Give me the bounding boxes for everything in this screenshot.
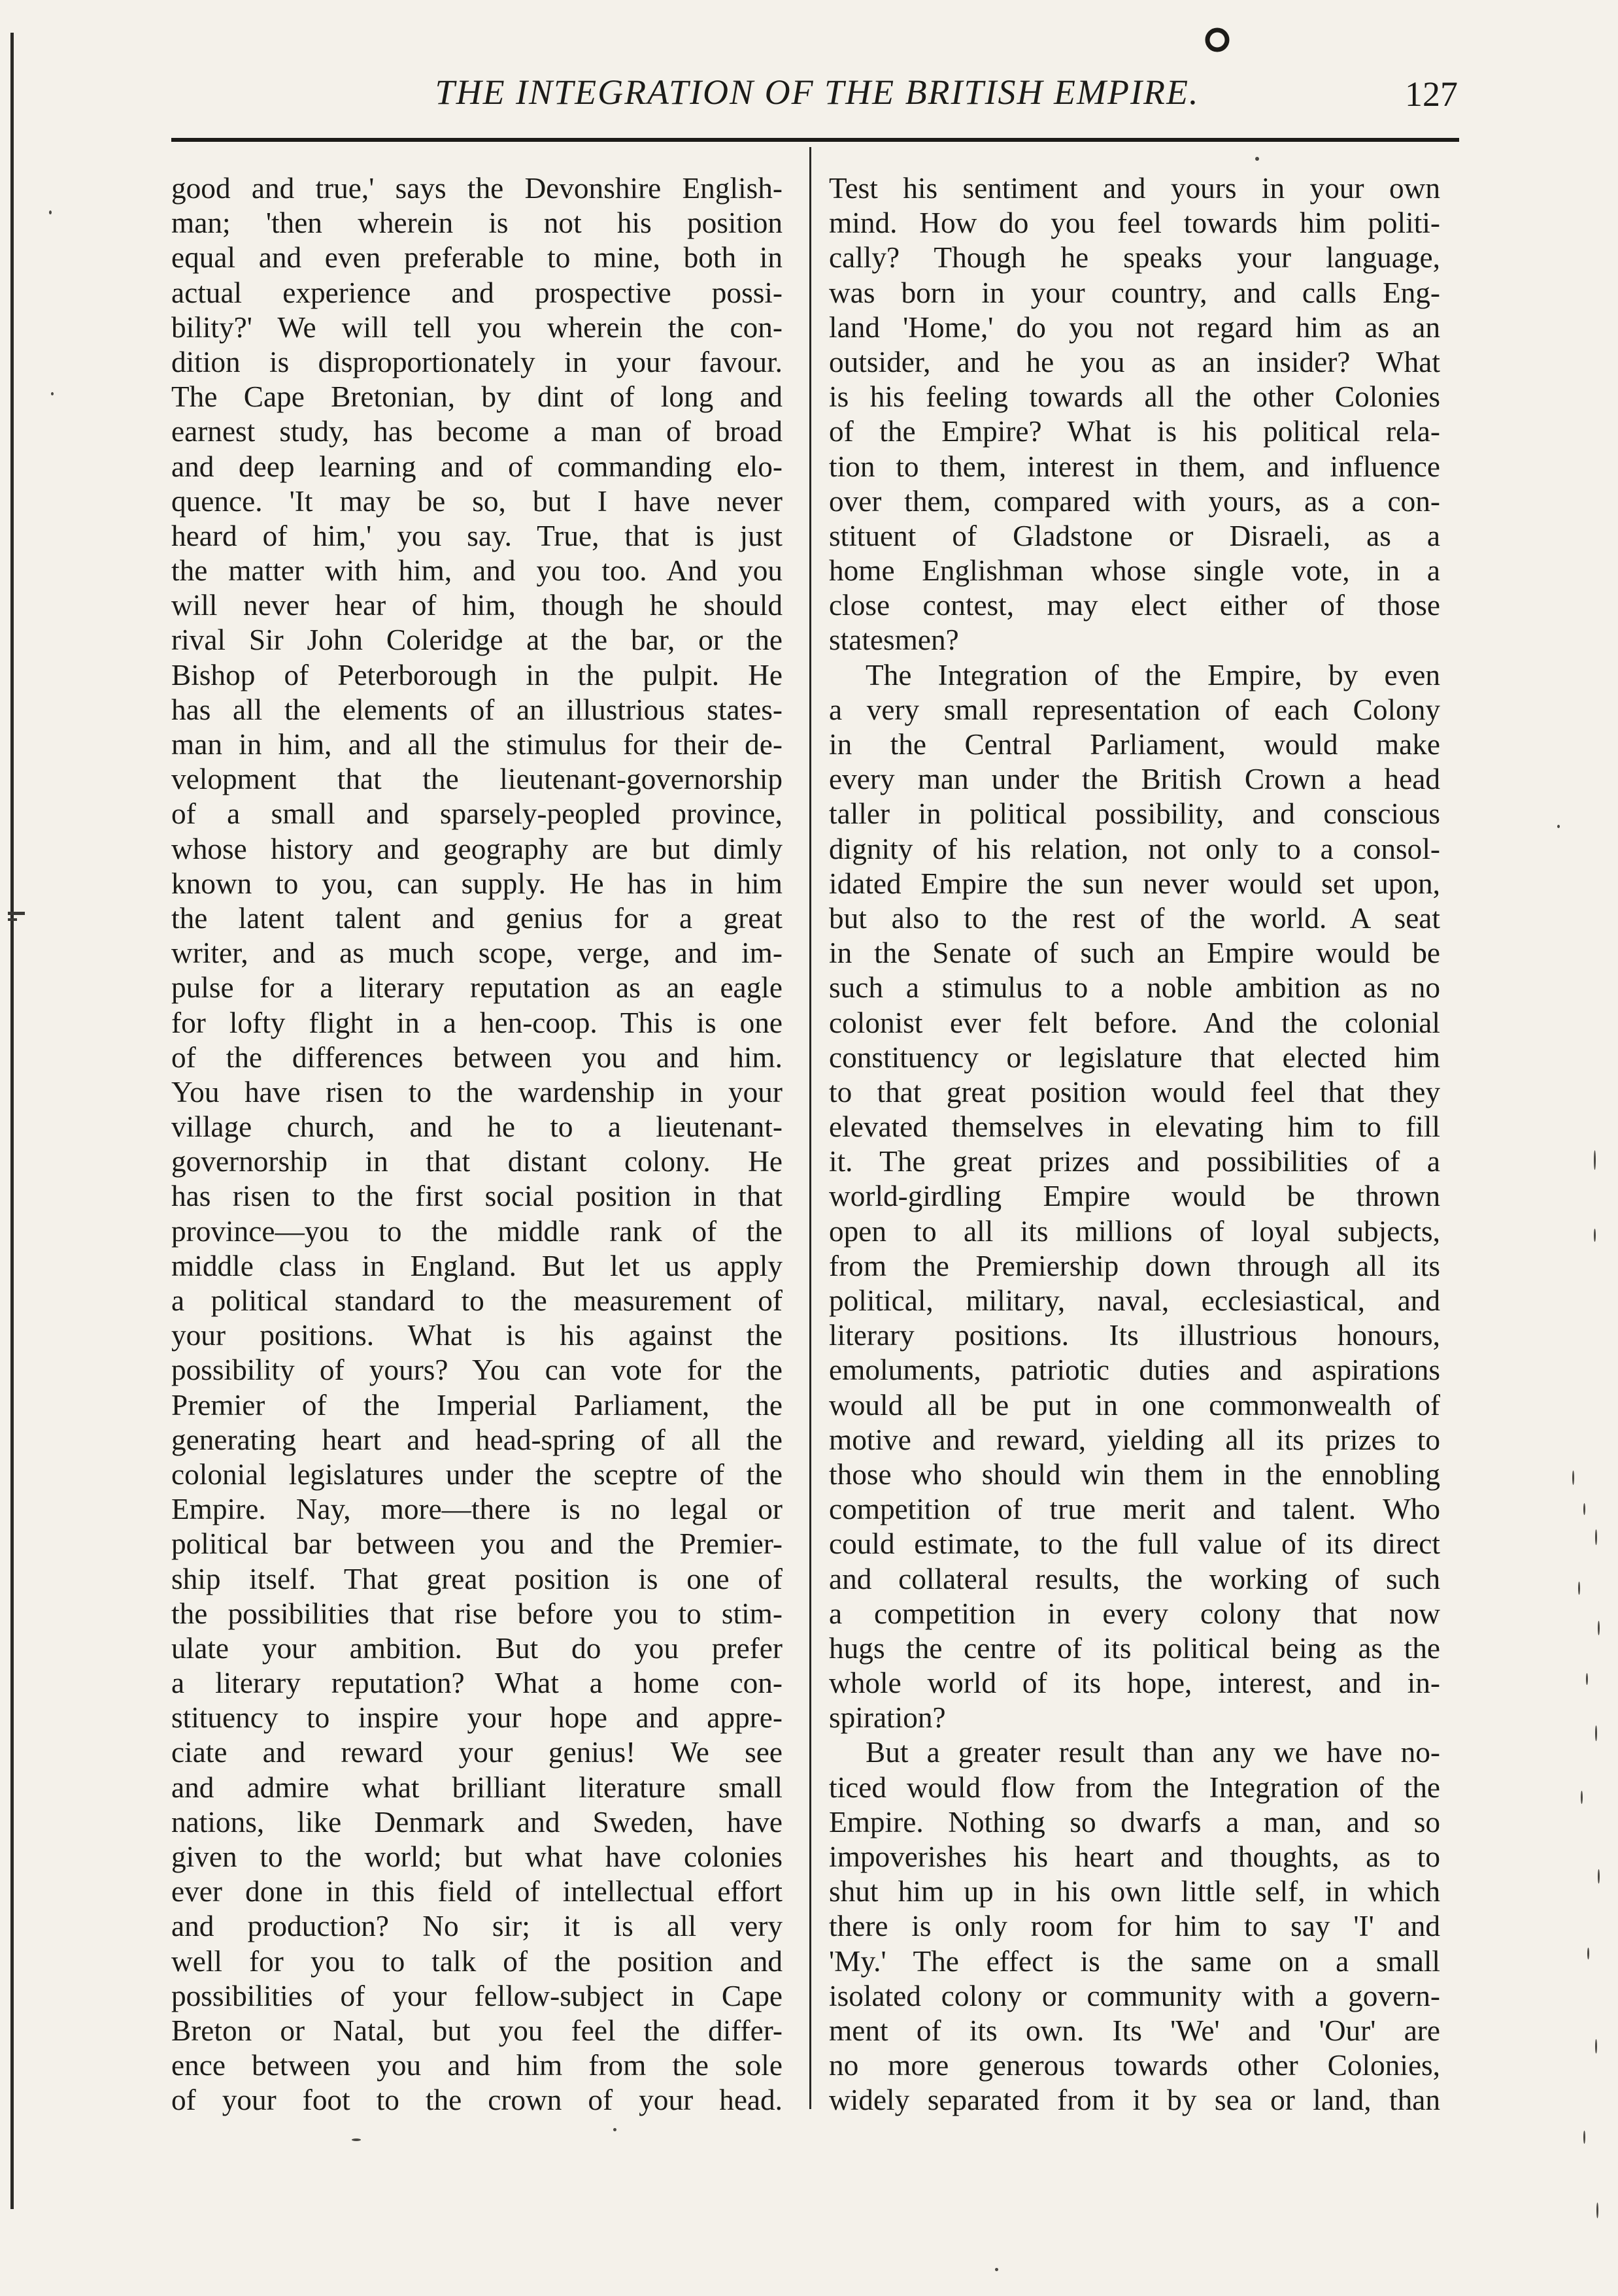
text-line: village church, and he to a lieutenant-	[171, 1110, 783, 1144]
text-line: The Cape Bretonian, by dint of long and	[171, 380, 783, 414]
text-line: open to all its millions of loyal subjects,	[829, 1214, 1440, 1248]
text-line: those who should win them in the ennobling	[829, 1457, 1440, 1491]
binding-mark	[8, 912, 25, 915]
scan-speck	[1596, 2203, 1598, 2218]
text-line: of the differences between you and him.	[171, 1040, 783, 1074]
text-line: earnest study, has become a man of broad	[171, 415, 783, 448]
text-line: whose history and geography are but dimly	[171, 832, 783, 865]
text-line: from the Premiership down through all its	[829, 1249, 1440, 1282]
text-line: and admire what brilliant literature small	[171, 1771, 783, 1804]
text-line: dition is disproportionately in your favour.	[171, 345, 783, 378]
scan-speck	[1587, 1948, 1589, 1959]
scan-speck	[1586, 1673, 1588, 1685]
text-line: province—you to the middle rank of the	[171, 1214, 783, 1248]
scan-speck	[1598, 1869, 1600, 1884]
scan-speck	[1572, 1471, 1574, 1485]
text-line: well for you to talk of the position and	[171, 1944, 783, 1978]
text-line: will never hear of him, though he should	[171, 589, 783, 622]
column-divider	[809, 147, 811, 2109]
text-line: hugs the centre of its political being as the	[829, 1631, 1440, 1665]
text-line: in the Senate of such an Empire would be	[829, 937, 1440, 970]
text-line: possibilities of your fellow-subject in Cape	[171, 1979, 783, 2012]
text-line: land 'Home,' do you not regard him as an	[829, 310, 1440, 344]
text-line: equal and even preferable to mine, both in	[171, 241, 783, 275]
text-line: ulate your ambition. But do you prefer	[171, 1631, 783, 1665]
binding-mark	[8, 918, 17, 921]
text-line: ship itself. That great position is one of	[171, 1562, 783, 1595]
text-line: and collateral results, the working of such	[829, 1562, 1440, 1595]
text-line: political, military, naval, ecclesiastical, and	[829, 1284, 1440, 1317]
text-line: actual experience and prospective possi-	[171, 276, 783, 309]
text-line: for lofty flight in a hen-coop. This is one	[171, 1006, 783, 1039]
text-line: Premier of the Imperial Parliament, the	[171, 1388, 783, 1422]
scan-speck	[1557, 825, 1560, 828]
text-line: impoverishes his heart and thoughts, as to	[829, 1840, 1440, 1873]
text-line: colonist ever felt before. And the colonial	[829, 1006, 1440, 1039]
scan-speck	[1595, 1529, 1597, 1545]
text-line: has risen to the first social position in that	[171, 1180, 783, 1213]
text-line: shut him up in his own little self, in which	[829, 1875, 1440, 1908]
text-line: whole world of its hope, interest, and in-	[829, 1667, 1440, 1700]
scan-speck	[1255, 157, 1259, 161]
text-line: literary positions. Its illustrious honours,	[829, 1319, 1440, 1352]
scan-speck	[1583, 1503, 1585, 1515]
text-line: no more generous towards other Colonies,	[829, 2049, 1440, 2082]
text-line: rival Sir John Coleridge at the bar, or the	[171, 624, 783, 657]
text-line: motive and reward, yielding all its prizes to	[829, 1423, 1440, 1456]
text-line: 'My.' The effect is the same on a small	[829, 1944, 1440, 1978]
text-line: taller in political possibility, and conscious	[829, 797, 1440, 831]
text-line: spiration?	[829, 1701, 946, 1735]
text-line: Breton or Natal, but you feel the differ-	[171, 2014, 783, 2047]
scan-speck	[352, 2138, 361, 2141]
text-line: a literary reputation? What a home con-	[171, 1667, 783, 1700]
scan-speck	[49, 210, 52, 214]
text-line: but also to the rest of the world. A seat	[829, 901, 1440, 935]
text-line: ticed would flow from the Integration of the	[829, 1771, 1440, 1804]
left-column	[171, 171, 783, 2118]
text-line: could estimate, to the full value of its direct	[829, 1527, 1440, 1561]
text-line: your positions. What is his against the	[171, 1319, 783, 1352]
text-line: quence. 'It may be so, but I have never	[171, 484, 783, 518]
text-line: nations, like Denmark and Sweden, have	[171, 1805, 783, 1838]
text-line: close contest, may elect either of those	[829, 589, 1440, 622]
text-line: widely separated from it by sea or land, than	[829, 2084, 1440, 2117]
text-line: outsider, and he you as an insider? What	[829, 345, 1440, 378]
text-line: cally? Though he speaks your language,	[829, 241, 1440, 275]
text-line: would all be put in one commonwealth of	[829, 1388, 1440, 1422]
text-line: stituent of Gladstone or Disraeli, as a	[829, 519, 1440, 552]
text-line: ment of its own. Its 'We' and 'Our' are	[829, 2014, 1440, 2047]
text-line: a very small representation of each Colony	[829, 693, 1440, 726]
text-line: it. The great prizes and possibilities of a	[829, 1145, 1440, 1178]
text-line: Test his sentiment and yours in your own	[829, 172, 1440, 205]
page-number: 127	[1405, 75, 1458, 114]
text-line: over them, compared with yours, as a con-	[829, 484, 1440, 518]
text-line: given to the world; but what have colonies	[171, 1840, 783, 1873]
scan-speck	[51, 392, 54, 395]
text-line: governorship in that distant colony. He	[171, 1145, 783, 1178]
scan-speck	[995, 2268, 998, 2271]
text-line: writer, and as much scope, verge, and im-	[171, 937, 783, 970]
text-line: the matter with him, and you too. And you	[171, 554, 783, 588]
text-line: The Integration of the Empire, by even	[866, 658, 1440, 691]
text-line: emoluments, patriotic duties and aspirations	[829, 1354, 1440, 1387]
text-line: bility?' We will tell you wherein the con-	[171, 310, 783, 344]
text-line: pulse for a literary reputation as an eagle	[171, 971, 783, 1005]
right-column	[829, 171, 1440, 2118]
text-line: mind. How do you feel towards him politi-	[829, 207, 1440, 240]
scan-speck	[1598, 1621, 1600, 1635]
scan-speck	[1595, 1725, 1597, 1741]
text-line: constituency or legislature that elected him	[829, 1040, 1440, 1074]
text-line: of the Empire? What is his political rela-	[829, 415, 1440, 448]
text-line: a political standard to the measurement of	[171, 1284, 783, 1317]
scan-speck	[1594, 1229, 1596, 1242]
text-line: heard of him,' you say. True, that is just	[171, 519, 783, 552]
scan-speck	[1595, 2039, 1597, 2054]
text-line: man in him, and all the stimulus for their de-	[171, 728, 783, 761]
text-line: ciate and reward your genius! We see	[171, 1736, 783, 1769]
text-line: of a small and sparsely-peopled province,	[171, 797, 783, 831]
text-line: colonial legislatures under the sceptre of the	[171, 1457, 783, 1491]
text-line: to that great position would feel that they	[829, 1075, 1440, 1108]
scan-speck	[613, 2128, 616, 2131]
text-line: You have risen to the wardenship in your	[171, 1075, 783, 1108]
binding-edge	[10, 33, 14, 2209]
text-line: competition of true merit and talent. Who	[829, 1493, 1440, 1526]
text-line: ence between you and him from the sole	[171, 2049, 783, 2082]
text-line: Empire. Nay, more—there is no legal or	[171, 1493, 783, 1526]
text-line: was born in your country, and calls Eng-	[829, 276, 1440, 309]
text-line: idated Empire the sun never would set upon,	[829, 867, 1440, 900]
text-line: such a stimulus to a noble ambition as no	[829, 971, 1440, 1005]
text-line: Empire. Nothing so dwarfs a man, and so	[829, 1805, 1440, 1838]
text-line: a competition in every colony that now	[829, 1597, 1440, 1630]
text-line: in the Central Parliament, would make	[829, 728, 1440, 761]
text-line: generating heart and head-spring of all the	[171, 1423, 783, 1456]
text-line: every man under the British Crown a head	[829, 763, 1440, 796]
text-line: possibility of yours? You can vote for the	[171, 1354, 783, 1387]
ornament-icon	[1205, 27, 1230, 52]
text-line: velopment that the lieutenant-governorship	[171, 763, 783, 796]
text-line: political bar between you and the Premier-	[171, 1527, 783, 1561]
text-line: and deep learning and of commanding elo-	[171, 450, 783, 483]
text-line: has all the elements of an illustrious states-	[171, 693, 783, 726]
header-rule	[171, 138, 1459, 142]
text-line: of your foot to the crown of your head.	[171, 2084, 783, 2117]
text-line: and production? No sir; it is all very	[171, 1910, 783, 1943]
scan-speck	[1578, 1582, 1580, 1595]
text-line: ever done in this field of intellectual effort	[171, 1875, 783, 1908]
text-line: elevated themselves in elevating him to fill	[829, 1110, 1440, 1144]
text-line: known to you, can supply. He has in him	[171, 867, 783, 900]
text-line: man; 'then wherein is not his position	[171, 207, 783, 240]
text-line: But a greater result than any we have no-	[866, 1736, 1440, 1769]
text-line: isolated colony or community with a govern-	[829, 1979, 1440, 2012]
text-line: stituency to inspire your hope and appre-	[171, 1701, 783, 1735]
text-line: tion to them, interest in them, and influence	[829, 450, 1440, 483]
scan-speck	[1583, 2131, 1585, 2144]
scan-speck	[1581, 1791, 1583, 1804]
text-line: the possibilities that rise before you to stim-	[171, 1597, 783, 1630]
text-line: the latent talent and genius for a great	[171, 901, 783, 935]
text-line: is his feeling towards all the other Colonies	[829, 380, 1440, 414]
text-line: dignity of his relation, not only to a consol-	[829, 832, 1440, 865]
text-line: good and true,' says the Devonshire English-	[171, 172, 783, 205]
text-line: home Englishman whose single vote, in a	[829, 554, 1440, 588]
text-line: Bishop of Peterborough in the pulpit. He	[171, 658, 783, 691]
text-line: middle class in England. But let us apply	[171, 1249, 783, 1282]
text-line: there is only room for him to say 'I' and	[829, 1910, 1440, 1943]
running-title: THE INTEGRATION OF THE BRITISH EMPIRE.	[435, 73, 1200, 112]
text-line: statesmen?	[829, 624, 959, 657]
scan-speck	[1594, 1150, 1596, 1170]
text-line: world-girdling Empire would be thrown	[829, 1180, 1440, 1213]
